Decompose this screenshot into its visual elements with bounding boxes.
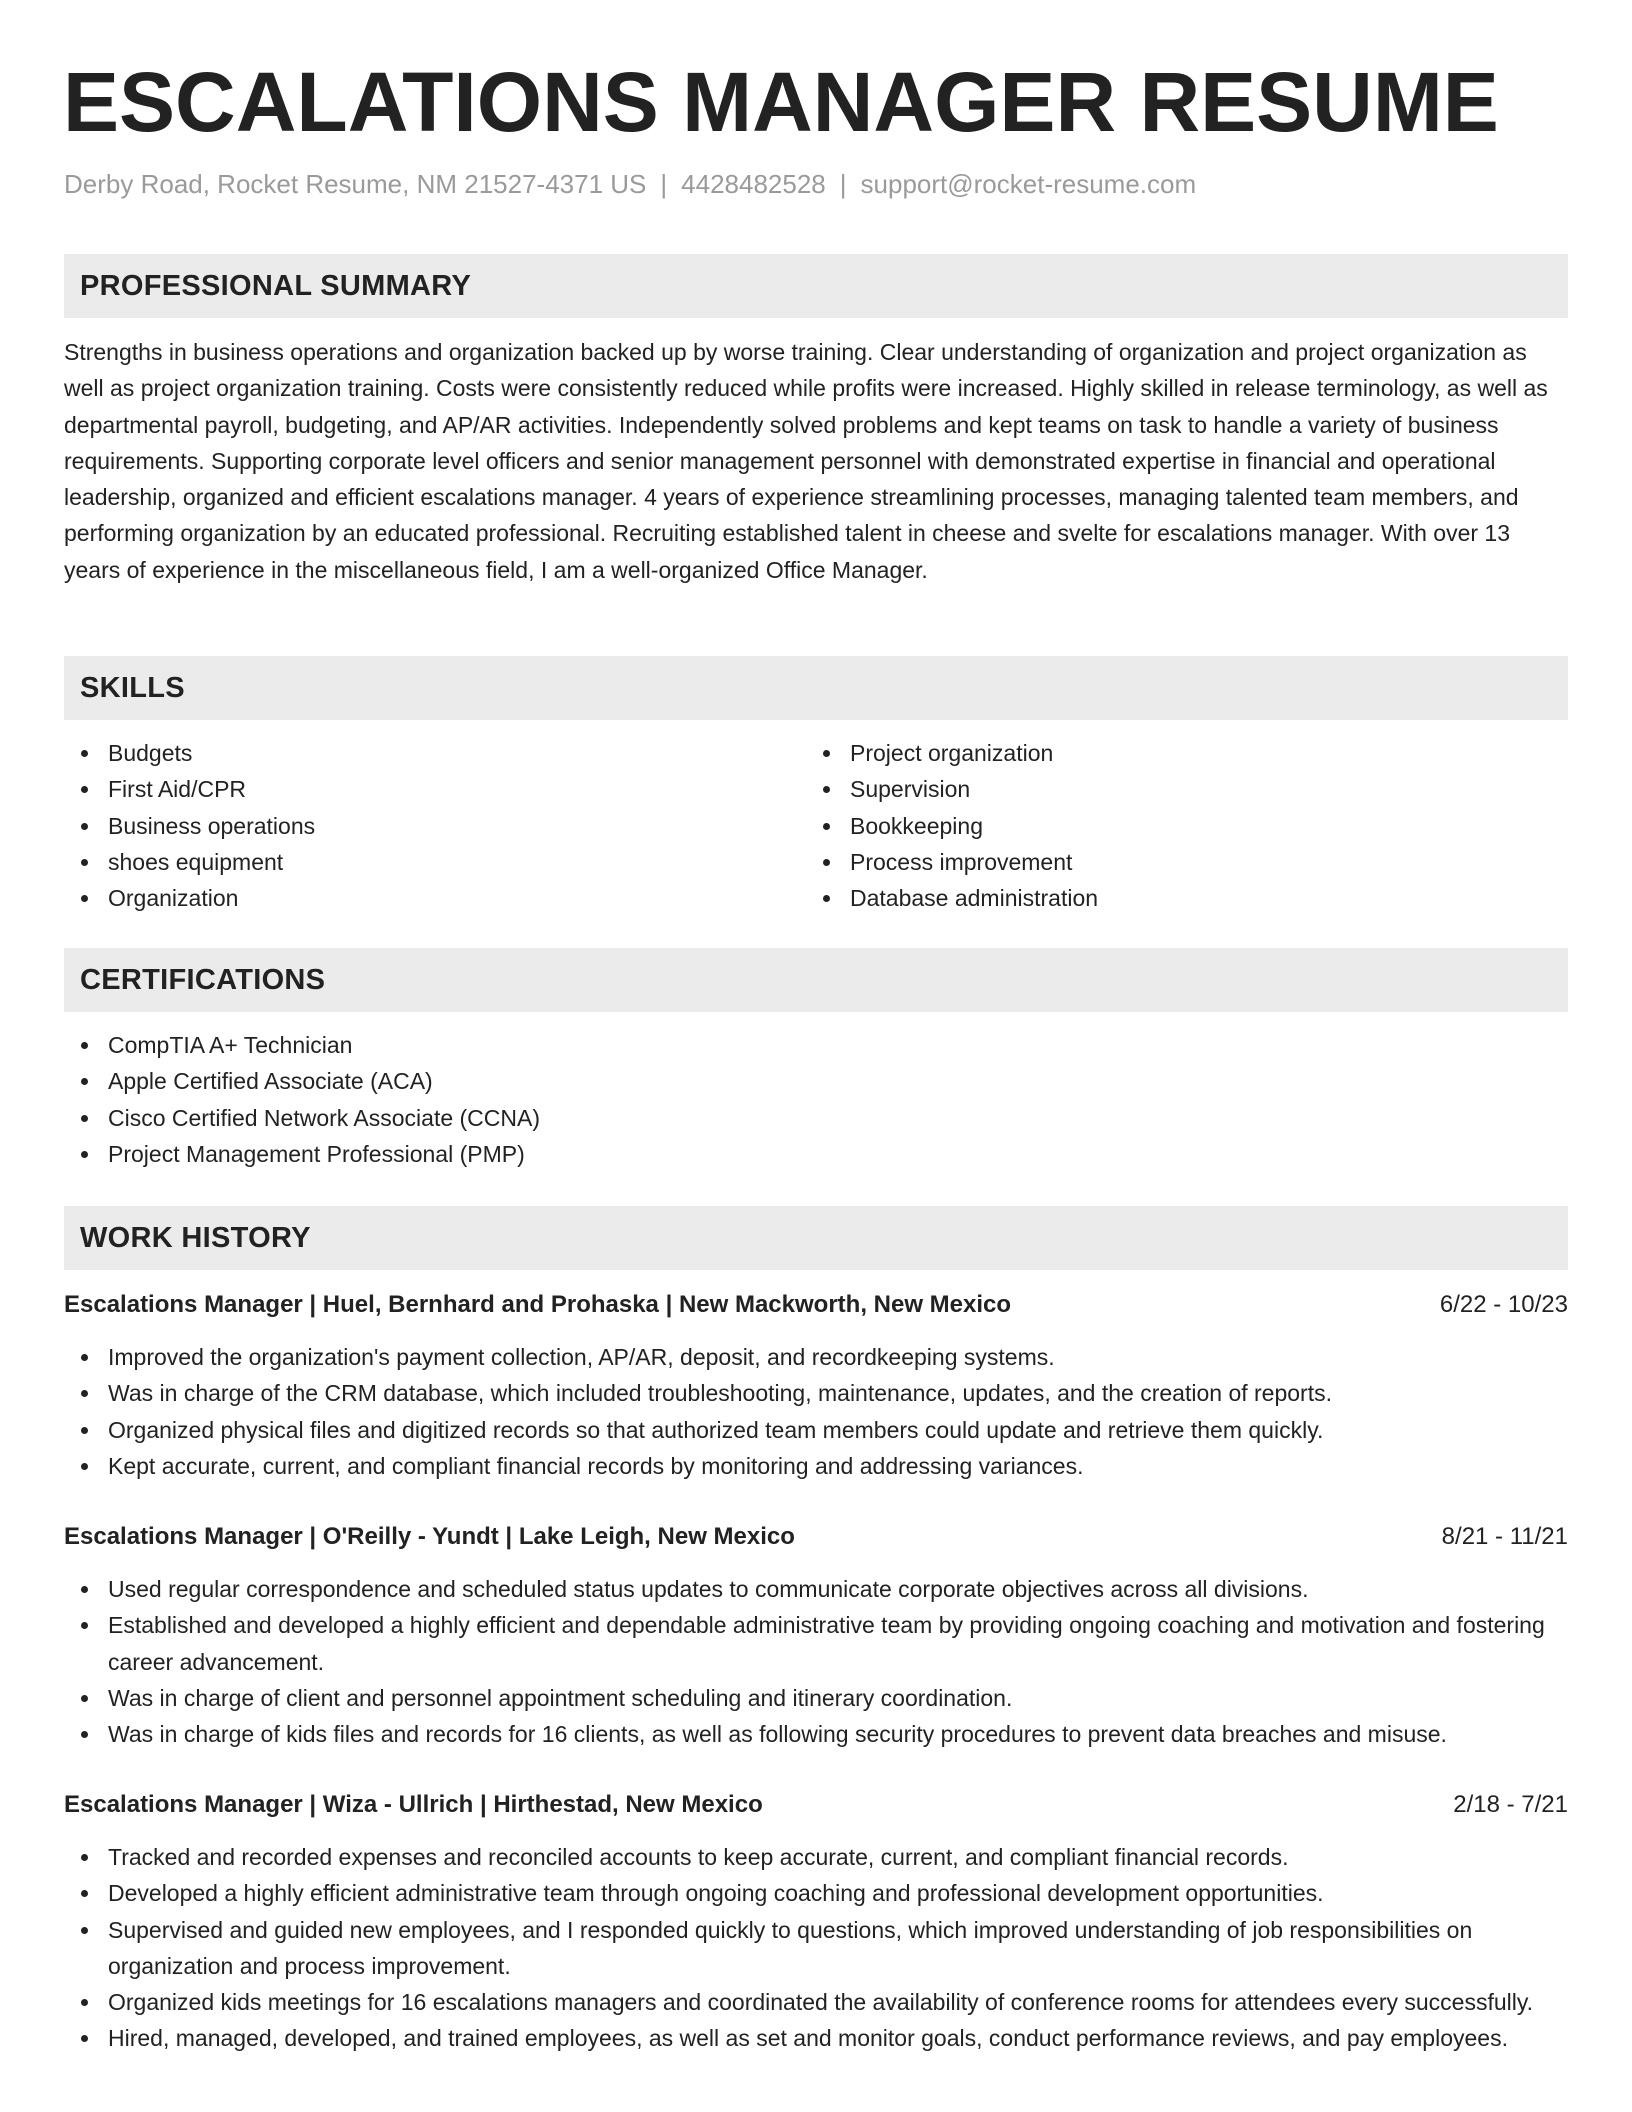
job-title: Escalations Manager | Huel, Bernhard and Prohaska | New Mackworth, New Mexico <box>64 1291 1012 1318</box>
list-item-text: Developed a highly efficient administrative team through ongoing coaching and professional development opportunities. <box>108 1880 1324 1907</box>
job-dates: 2/18 - 7/21 <box>1453 1791 1568 1818</box>
list-item-text: Kept accurate, current, and compliant financial records by monitoring and addressing variances. <box>108 1452 1084 1479</box>
list-item-text: Budgets <box>108 740 193 766</box>
list-item-text: Established and developed a highly efficient and dependable administrative team by providing ongoing coaching and motivation and fostering career advancement. <box>108 1612 1545 1675</box>
bullet-icon <box>81 1927 88 1934</box>
certifications-list <box>64 1027 1568 1172</box>
bullet-icon <box>81 1731 88 1738</box>
job-dates: 8/21 - 11/21 <box>1441 1523 1568 1550</box>
bullet-icon <box>81 1115 88 1122</box>
list-item <box>64 771 764 807</box>
contact-email: support@rocket-resume.com <box>860 169 1197 199</box>
list-item <box>806 808 1506 844</box>
list-item <box>64 1063 1568 1099</box>
bullet-icon <box>81 1078 88 1085</box>
job-bullets <box>64 1571 1568 1752</box>
list-item-text: Improved the organization's payment collection, AP/AR, deposit, and recordkeeping systems. <box>108 1344 1055 1370</box>
list-item-text: First Aid/CPR <box>108 776 247 803</box>
list-item-text: Used regular correspondence and scheduled status updates to communicate corporate objectives across all divisions. <box>108 1576 1309 1602</box>
bullet-icon <box>81 1354 88 1361</box>
section-header-certifications <box>64 948 1568 1012</box>
list-item <box>806 771 1506 807</box>
list-item-text: Cisco Certified Network Associate (CCNA) <box>108 1104 541 1131</box>
list-item <box>806 880 1506 916</box>
list-item <box>806 735 1506 771</box>
bullet-icon <box>823 823 830 830</box>
list-item <box>64 1027 1568 1063</box>
job-title: Escalations Manager | O'Reilly - Yundt | Lake Leigh, New Mexico <box>64 1523 795 1550</box>
bullet-icon <box>81 823 88 830</box>
bullet-icon <box>81 1695 88 1702</box>
list-item <box>64 808 764 844</box>
list-item <box>64 1875 1568 1911</box>
list-item-text: Business operations <box>108 812 316 839</box>
bullet-icon <box>81 859 88 866</box>
list-item-text: Hired, managed, developed, and trained employees, as well as set and monitor goals, conduct performance reviews, and pay employees. <box>108 2025 1508 2052</box>
bullet-icon <box>81 895 88 902</box>
bullet-icon <box>823 859 830 866</box>
certifications-items <box>64 1027 1568 1172</box>
list-item <box>64 1339 1568 1375</box>
bullet-icon <box>81 1622 88 1629</box>
section-header-skills <box>64 656 1568 720</box>
bullet-icon <box>81 2035 88 2042</box>
contact-separator: | <box>839 169 847 199</box>
list-item-text: Supervision <box>850 776 971 803</box>
job-responsibilities <box>64 1839 1568 2057</box>
list-item <box>64 1839 1568 1875</box>
list-item <box>64 1412 1568 1448</box>
job-bullets <box>64 1839 1568 2057</box>
list-item <box>64 880 764 916</box>
list-item <box>64 1136 1568 1172</box>
skills-list <box>64 735 764 916</box>
list-item <box>64 2020 1568 2056</box>
list-item-text: Organized physical files and digitized records so that authorized team members could update and retrieve them quickly. <box>108 1416 1324 1443</box>
list-item <box>64 844 764 880</box>
list-item-text: Bookkeeping <box>850 812 983 839</box>
skills-list <box>806 735 1506 916</box>
job-header <box>64 1786 1568 1824</box>
bullet-icon <box>81 1463 88 1470</box>
list-item-text: Was in charge of kids files and records for 16 clients, as well as following security procedures to prevent data breaches and misuse. <box>108 1721 1447 1748</box>
list-item-text: Organized kids meetings for 16 escalations managers and coordinated the availability of conference rooms for attendees every successfully. <box>108 1989 1534 2016</box>
skills-column-right <box>806 735 1506 916</box>
job-header <box>64 1518 1568 1556</box>
bullet-icon <box>81 1042 88 1049</box>
bullet-icon <box>81 1151 88 1158</box>
job-header <box>64 1286 1568 1324</box>
bullet-icon <box>81 1999 88 2006</box>
list-item <box>64 1716 1568 1752</box>
list-item-text: Apple Certified Associate (ACA) <box>108 1068 433 1095</box>
job-dates: 6/22 - 10/23 <box>1439 1291 1568 1318</box>
job-responsibilities <box>64 1571 1568 1752</box>
bullet-icon <box>81 1890 88 1897</box>
section-heading: PROFESSIONAL SUMMARY <box>80 270 472 302</box>
list-item-text: Project Management Professional (PMP) <box>108 1140 525 1167</box>
resume-title: ESCALATIONS MANAGER RESUME <box>63 55 1499 149</box>
contact-address: Derby Road, Rocket Resume, NM 21527-4371 US <box>64 169 647 199</box>
skills-column-left <box>64 735 764 916</box>
list-item-text: Supervised and guided new employees, and I responded quickly to questions, which improved understanding of job responsibilities on organization and process improvement. <box>108 1916 1473 1979</box>
list-item-text: Project organization <box>850 740 1054 766</box>
list-item-text: Database administration <box>850 885 1099 912</box>
list-item <box>64 1571 1568 1607</box>
list-item <box>64 1375 1568 1411</box>
list-item-text: Was in charge of the CRM database, which included troubleshooting, maintenance, updates, and the creation of reports. <box>108 1380 1332 1407</box>
section-heading: CERTIFICATIONS <box>80 964 326 996</box>
bullet-icon <box>81 1390 88 1397</box>
section-header-work-history <box>64 1206 1568 1270</box>
job-bullets <box>64 1339 1568 1484</box>
contact-separator: | <box>660 169 668 199</box>
list-item-text: Process improvement <box>850 848 1073 875</box>
list-item-text: Tracked and recorded expenses and reconciled accounts to keep accurate, current, and compliant financial records. <box>108 1844 1289 1870</box>
section-heading: WORK HISTORY <box>80 1222 311 1254</box>
list-item-text: CompTIA A+ Technician <box>108 1032 353 1058</box>
list-item <box>64 1607 1568 1680</box>
bullet-icon <box>81 1586 88 1593</box>
bullet-icon <box>81 786 88 793</box>
list-item <box>64 1912 1568 1985</box>
bullet-icon <box>823 895 830 902</box>
contact-line <box>64 164 1196 204</box>
bullet-icon <box>81 1854 88 1861</box>
bullet-icon <box>823 750 830 757</box>
summary-text: Strengths in business operations and organization backed up by worse training. Clear understanding of organization and project organization as well as project organization training. Costs were consistently reduced while profits were increased. Highly skilled in release terminology, as well as departmental payroll, budgeting, and AP/AR activities. Independently solved problems and kept teams on task to handle a variety of business requirements. Supporting corporate level officers and senior management personnel with demonstrated expertise in financial and operational leadership, organized and efficient escalations manager. 4 years of experience streamlining processes, managing talented team members, and performing organization by an educated professional. Recruiting established talent in cheese and svelte for escalations manager. With over 13 years of experience in the miscellaneous field, I am a well-organized Office Manager. <box>64 339 1548 583</box>
list-item <box>806 844 1506 880</box>
section-heading: SKILLS <box>80 672 185 704</box>
list-item <box>64 735 764 771</box>
list-item-text: Organization <box>108 885 239 912</box>
list-item-text: shoes equipment <box>108 848 284 875</box>
list-item <box>64 1100 1568 1136</box>
job-title: Escalations Manager | Wiza - Ullrich | Hirthestad, New Mexico <box>64 1791 763 1818</box>
list-item-text: Was in charge of client and personnel appointment scheduling and itinerary coordination. <box>108 1684 1013 1711</box>
list-item <box>64 1448 1568 1484</box>
list-item <box>64 1984 1568 2020</box>
bullet-icon <box>81 750 88 757</box>
job-responsibilities <box>64 1339 1568 1484</box>
bullet-icon <box>81 1427 88 1434</box>
section-header-summary <box>64 254 1568 318</box>
bullet-icon <box>823 786 830 793</box>
list-item <box>64 1680 1568 1716</box>
contact-phone: 4428482528 <box>681 169 826 199</box>
